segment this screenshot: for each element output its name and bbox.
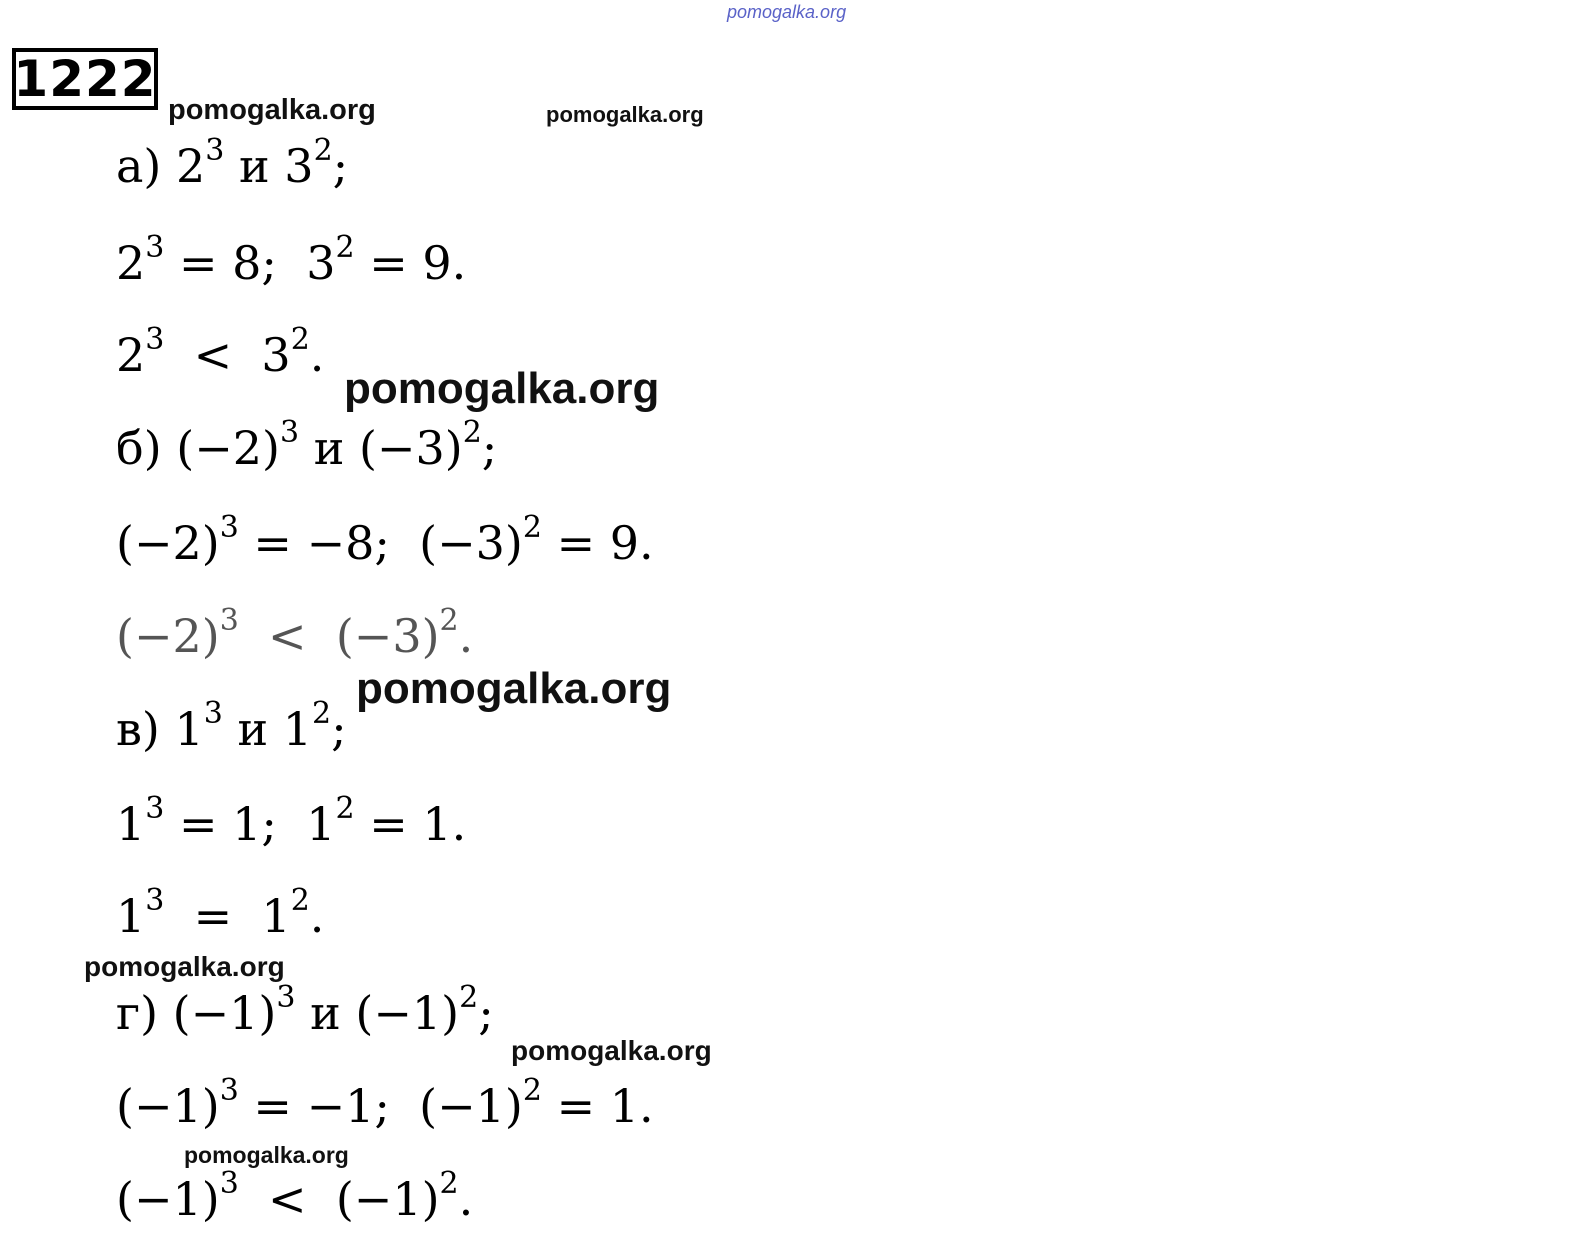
term: (−3) xyxy=(335,609,440,663)
comparison-sign: < xyxy=(193,328,233,382)
result: = 9. xyxy=(369,236,467,290)
exponent: 3 xyxy=(279,414,300,450)
item-label: а) xyxy=(116,139,162,193)
result: = 9. xyxy=(556,516,654,570)
term: (−1) xyxy=(172,986,277,1040)
watermark: pomogalka.org xyxy=(168,94,376,126)
term: 2 xyxy=(116,236,146,290)
math-line-g-compare xyxy=(116,1165,474,1226)
term: 2 xyxy=(176,139,206,193)
math-line-v-statement xyxy=(116,695,347,756)
exponent: 3 xyxy=(145,229,165,265)
math-line-g-statement xyxy=(116,979,494,1040)
term: 2 xyxy=(116,328,146,382)
exponent: 2 xyxy=(335,790,355,826)
comparison-sign: < xyxy=(268,609,307,663)
problem-number: 1222 xyxy=(13,50,157,108)
item-label: б) xyxy=(116,421,162,475)
result: = 8; xyxy=(179,236,277,290)
exponent: 3 xyxy=(276,979,296,1015)
term: 1 xyxy=(282,702,313,756)
punctuation: . xyxy=(309,328,325,382)
punctuation: . xyxy=(458,1172,474,1226)
term: (−3) xyxy=(358,421,463,475)
term: (−1) xyxy=(355,986,460,1040)
term: 3 xyxy=(284,139,314,193)
exponent: 3 xyxy=(203,695,223,731)
term: 3 xyxy=(306,236,336,290)
watermark: pomogalka.org xyxy=(84,951,285,982)
result: = −8; xyxy=(253,516,390,570)
math-line-v-compare xyxy=(116,882,325,943)
problem-number-box xyxy=(12,48,158,110)
exponent: 3 xyxy=(219,602,239,638)
math-line-b-compare xyxy=(116,602,474,663)
term: (−2) xyxy=(116,516,220,570)
exponent: 3 xyxy=(205,132,225,168)
exponent: 2 xyxy=(439,1165,459,1201)
watermark: pomogalka.org xyxy=(344,364,660,413)
term: (−2) xyxy=(176,421,280,475)
result: = 1. xyxy=(556,1079,654,1133)
math-line-b-compute xyxy=(116,509,654,570)
watermark: pomogalka.org xyxy=(356,664,672,713)
term: (−1) xyxy=(116,1172,220,1226)
exponent: 2 xyxy=(312,695,332,731)
result: = −1; xyxy=(253,1079,390,1133)
item-label: г) xyxy=(116,986,159,1040)
watermark: pomogalka.org xyxy=(184,1142,349,1168)
math-line-v-compute xyxy=(116,790,467,851)
exponent: 3 xyxy=(145,321,165,357)
watermark: pomogalka.org xyxy=(546,102,704,127)
conjunction: и xyxy=(237,702,269,756)
exponent: 3 xyxy=(219,509,239,545)
item-label: в) xyxy=(116,702,160,756)
term: 1 xyxy=(306,797,336,851)
exponent: 3 xyxy=(219,1072,239,1108)
punctuation: ; xyxy=(331,702,347,756)
punctuation: . xyxy=(458,609,474,663)
exponent: 2 xyxy=(335,229,355,265)
result: = 1; xyxy=(179,797,277,851)
comparison-sign: = xyxy=(193,889,233,943)
exponent: 3 xyxy=(145,790,165,826)
term: (−3) xyxy=(419,516,523,570)
exponent: 2 xyxy=(462,414,482,450)
conjunction: и xyxy=(310,986,341,1040)
math-line-b-statement xyxy=(116,414,498,475)
watermark-top: pomogalka.org xyxy=(727,2,847,22)
exponent: 2 xyxy=(439,602,459,638)
exponent: 3 xyxy=(145,882,165,918)
term: 1 xyxy=(116,797,146,851)
term: 3 xyxy=(261,328,291,382)
punctuation: ; xyxy=(478,986,494,1040)
math-line-a-statement xyxy=(116,132,349,193)
exponent: 2 xyxy=(313,132,333,168)
term: (−2) xyxy=(116,609,220,663)
result: = 1. xyxy=(369,797,467,851)
term: (−1) xyxy=(335,1172,440,1226)
conjunction: и xyxy=(239,139,270,193)
conjunction: и xyxy=(313,421,345,475)
punctuation: ; xyxy=(481,421,498,475)
math-line-g-compute xyxy=(116,1072,654,1133)
term: 1 xyxy=(174,702,204,756)
term: 1 xyxy=(116,889,146,943)
exponent: 2 xyxy=(522,509,542,545)
exponent: 2 xyxy=(290,321,310,357)
exponent: 2 xyxy=(290,882,310,918)
punctuation: . xyxy=(309,889,325,943)
exponent: 3 xyxy=(219,1165,239,1201)
comparison-sign: < xyxy=(268,1172,307,1226)
exponent: 2 xyxy=(522,1072,542,1108)
exponent: 2 xyxy=(459,979,479,1015)
punctuation: ; xyxy=(332,139,349,193)
term: (−1) xyxy=(116,1079,220,1133)
term: (−1) xyxy=(419,1079,523,1133)
watermark: pomogalka.org xyxy=(511,1035,712,1066)
term: 1 xyxy=(261,889,291,943)
math-line-a-compute xyxy=(116,229,467,290)
math-line-a-compare xyxy=(116,321,325,382)
